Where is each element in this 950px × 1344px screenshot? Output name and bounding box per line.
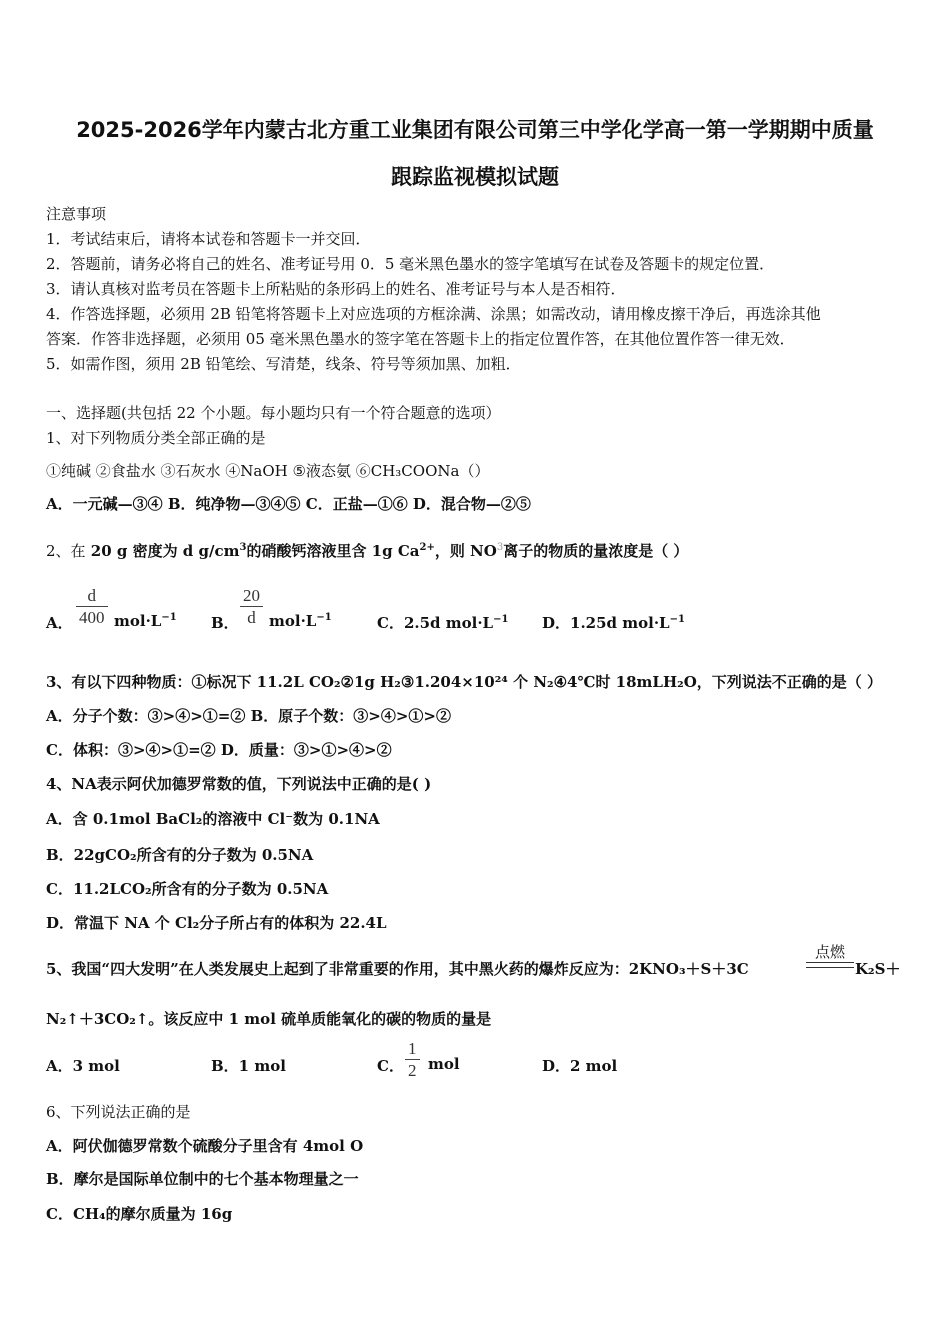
q2-option-b-unit: $mol\cdot L^{-1}$	[269, 612, 332, 630]
q4-option-c: C．11.2LCO₂所含有的分子数为 0.5NA	[46, 880, 329, 898]
q6-option-a: A．阿伏伽德罗常数个硫酸分子里含有 4mol O	[46, 1137, 364, 1155]
notice-item-4-cont: 答案．作答非选择题，必须用 05 毫米黑色墨水的签字笔在答题卡上的指定位置作答，在其他位置作答一律无效．	[46, 330, 795, 348]
notice-item-5: 5．如需作图，须用 2B 铅笔绘、写清楚，线条、符号等须加黑、加粗．	[46, 355, 521, 373]
q3-stem: 3、有以下四种物质：①标况下 11.2L CO₂②1g H₂③1.204×10²⁴ 个 N₂④4℃时 18mLH₂O，下列说法不正确的是（ ）	[46, 673, 883, 691]
q1-stem: 1、对下列物质分类全部正确的是	[46, 429, 266, 447]
q2-stem-e: 2+	[419, 542, 435, 553]
q2-option-b-fraction	[240, 586, 263, 629]
q2-c-exp: −1	[493, 614, 509, 625]
notice-item-1: 1．考试结束后，请将本试卷和答题卡一并交回．	[46, 230, 371, 248]
q6-option-c: C．CH₄的摩尔质量为 16g	[46, 1205, 233, 1223]
q5-stem: 5、我国“四大发明”在人类发展史上起到了非常重要的作用，其中黑火药的爆炸反应为：2KNO₃＋S＋3C	[46, 960, 749, 978]
q4-stem: 4、NA表示阿伏加德罗常数的值，下列说法中正确的是( )	[46, 775, 432, 793]
q2-stem-d: 的硝酸钙溶液里含 1g Ca	[246, 542, 420, 560]
q1-items: ①纯碱 ②食盐水 ③石灰水 ④NaOH ⑤液态氨 ⑥CH₃COONa（）	[46, 462, 490, 480]
q2-stem-a: 2、在	[46, 542, 86, 560]
q5-stem-line2: N₂↑＋3CO₂↑。该反应中 1 mol 硫单质能氧化的碳的物质的量是	[46, 1010, 492, 1028]
q2-option-a-fraction	[76, 586, 108, 629]
q5-reaction-condition: 点燃	[814, 943, 845, 961]
q2-stem-b: 20 g 密度为 d g/cm	[85, 542, 240, 560]
q6-stem: 6、下列说法正确的是	[46, 1103, 191, 1121]
q6-option-b: B．摩尔是国际单位制中的七个基本物理量之一	[46, 1170, 359, 1188]
notice-item-2: 2．答题前，请务必将自己的姓名、准考证号用 0．5 毫米黑色墨水的签字笔填写在试卷及答题卡的规定位置．	[46, 255, 775, 273]
q5-reaction-arrow	[806, 962, 854, 968]
q2-option-a-label: A．	[46, 614, 73, 632]
q5-product: K₂S＋	[855, 960, 901, 978]
q2-stem-h: 离子的物质的量浓度是（ ）	[503, 542, 689, 560]
section-heading: 一、选择题(共包括 22 个小题。每小题均只有一个符合题意的选项）	[46, 404, 501, 422]
page-title-line1: 2025-2026学年内蒙古北方重工业集团有限公司第三中学化学高一第一学期期中质量	[76, 118, 874, 142]
q1-options: A．一元碱—③④ B．纯净物—③④⑤ C．正盐—①⑥ D．混合物—②⑤	[46, 495, 531, 513]
q3-options-ab: A．分子个数：③>④>①=② B．原子个数：③>④>①>②	[46, 707, 451, 725]
q2-b-numerator: 20	[240, 586, 263, 607]
q5-option-c-label: C．	[377, 1057, 404, 1075]
q5-option-c-unit: mol	[428, 1055, 460, 1073]
q2-stem	[46, 540, 688, 561]
q4-option-d: D．常温下 NA 个 Cl₂分子所占有的体积为 22.4L	[46, 914, 387, 932]
q2-option-d: D．1.25d $mol\cdot L^{-1}$	[542, 614, 685, 632]
q2-stem-c: 3	[239, 542, 247, 553]
q5-option-a: A．3 mol	[46, 1057, 120, 1075]
q2-b-exp: −1	[316, 612, 332, 623]
q2-a-denominator: 400	[79, 608, 105, 627]
q2-option-a-unit: $mol\cdot L^{-1}$	[114, 612, 177, 630]
q2-b-denominator: d	[247, 608, 256, 627]
q5-option-d: D．2 mol	[542, 1057, 618, 1075]
notice-heading: 注意事项	[46, 205, 107, 223]
notice-item-4: 4．作答选择题，必须用 2B 铅笔将答题卡上对应选项的方框涂满、涂黑；如需改动，请用橡皮擦干净后，再选涂其他	[46, 305, 821, 323]
notice-item-3: 3．请认真核对监考员在答题卡上所粘贴的条形码上的姓名、准考证号与本人是否相符．	[46, 280, 626, 298]
q5-option-b: B．1 mol	[211, 1057, 286, 1075]
q2-stem-g: 3	[496, 542, 504, 553]
q3-options-cd: C．体积：③>④>①=② D．质量：③>①>④>②	[46, 741, 392, 759]
q5-c-denominator: 2	[408, 1061, 417, 1080]
q2-option-c: C．2.5d $mol\cdot L^{-1}$	[377, 614, 509, 632]
q5-c-numerator: 1	[405, 1039, 420, 1060]
q4-option-b: B．22gCO₂所含有的分子数为 0.5NA	[46, 846, 314, 864]
page-title-line2: 跟踪监视模拟试题	[391, 165, 559, 189]
q2-option-b-label: B．	[211, 614, 239, 632]
q2-stem-f: ，则 NO	[434, 542, 497, 560]
q2-a-numerator: d	[76, 586, 108, 607]
q2-a-exp: −1	[161, 612, 177, 623]
q4-option-a: A．含 0.1mol BaCl₂的溶液中 Cl⁻数为 0.1NA	[46, 810, 380, 828]
q2-d-exp: −1	[669, 614, 685, 625]
q5-option-c-fraction	[405, 1039, 420, 1082]
